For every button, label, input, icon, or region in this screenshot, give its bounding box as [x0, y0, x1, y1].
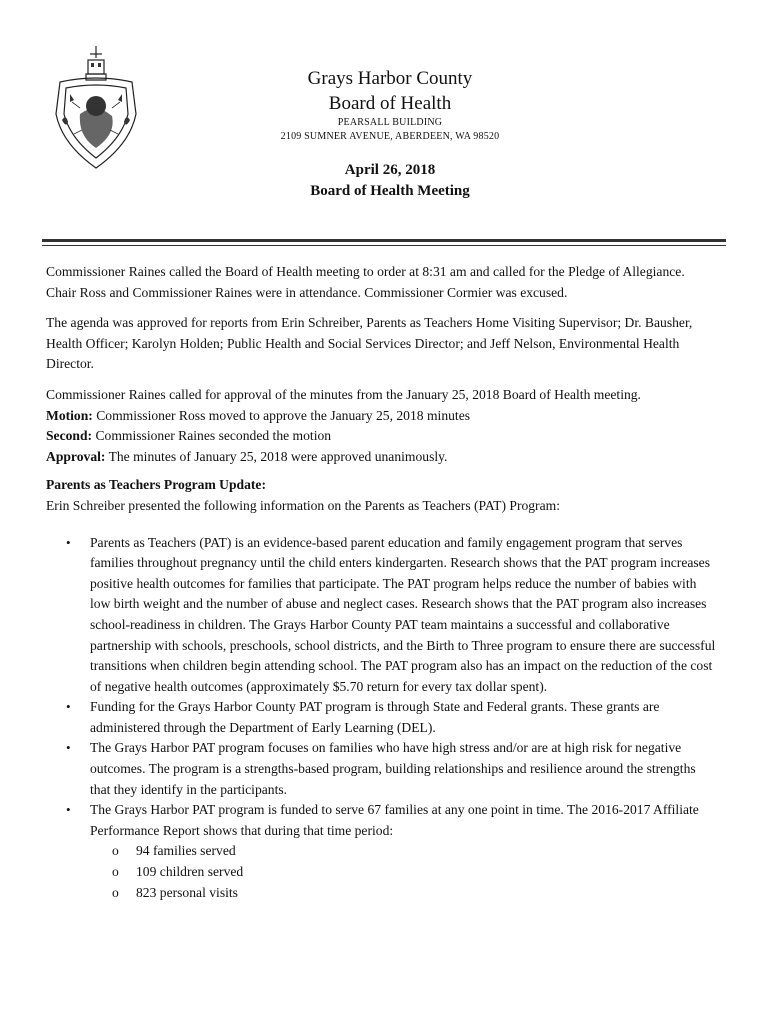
list-item [46, 800, 718, 903]
motion-text: Commissioner Ross moved to approve the January 25, 2018 minutes [92, 407, 471, 423]
header-divider-thin [42, 245, 726, 246]
motion-line [46, 406, 718, 427]
sub-list-item: o 109 children served [90, 862, 718, 883]
list-item-text: The Grays Harbor PAT program is funded to serve 67 families at any one point in time. The 2016-2017 Affiliate Performance Report shows that during that time period: [90, 802, 699, 838]
pat-bullet-list [46, 533, 718, 904]
org-name-line1: Grays Harbor County [307, 68, 473, 89]
meeting-date: April 26, 2018 [344, 162, 436, 178]
meeting-title: Board of Health Meeting [310, 183, 470, 199]
letterhead [230, 66, 550, 202]
approval-text: The minutes of January 25, 2018 were approved unanimously. [105, 448, 448, 464]
second-label: Second: [46, 428, 93, 444]
list-item: • The Grays Harbor PAT program focuses on families who have high stress and/or are at high risk for negative outcomes. The program is a strengths-based program, building relationships and resilience around the strengths that they identify in the participants. [46, 738, 718, 800]
county-seal-icon [50, 44, 142, 172]
call-to-order-paragraph: Commissioner Raines called the Board of Health meeting to order at 8:31 am and called for the Pledge of Allegiance. Chair Ross and Commissioner Raines were in attendance. Commissioner Cormier was excused. [46, 264, 685, 300]
address: 2109 SUMNER AVENUE, ABERDEEN, WA 98520 [280, 131, 500, 142]
minutes-body [46, 262, 718, 911]
section-heading: Parents as Teachers Program Update: [46, 477, 266, 493]
building-name: PEARSALL BUILDING [337, 117, 443, 128]
minutes-approval-block [46, 385, 718, 467]
approval-label: Approval: [46, 448, 106, 464]
pat-section [46, 475, 718, 903]
second-line [46, 426, 718, 447]
second-text: Commissioner Raines seconded the motion [92, 428, 332, 444]
header-divider-thick [42, 239, 726, 242]
section-intro: Erin Schreiber presented the following information on the Parents as Teachers (PAT) Program: [46, 497, 560, 513]
list-item: • Funding for the Grays Harbor County PAT program is through State and Federal grants. These grants are administered through the Department of Early Learning (DEL). [46, 697, 718, 738]
sub-list-item: o 94 families served [90, 841, 718, 862]
agenda-paragraph: The agenda was approved for reports from Erin Schreiber, Parents as Teachers Home Visiting Supervisor; Dr. Bausher, Health Officer; Karolyn Holden; Public Health and Social Services Director; and Jeff Nelson, Environmental Health Director. [46, 315, 693, 372]
performance-sub-list [90, 841, 718, 903]
approval-line [46, 447, 718, 468]
org-name-line2: Board of Health [328, 93, 452, 114]
approval-call-paragraph: Commissioner Raines called for approval of the minutes from the January 25, 2018 Board of Health meeting. [46, 386, 641, 402]
list-item: • Parents as Teachers (PAT) is an evidence-based parent education and family engagement program that serves families throughout pregnancy until the child enters kindergarten. Research shows that the PAT program increases positive health outcomes for families that participate. The PAT program helps reduce the number of babies with low birth weight and the number of abuse and neglect cases. Research shows that the PAT program also increases school-readiness in children. The Grays Harbor County PAT team maintains a successful and collaborative partnership with schools, preschools, school districts, and the Birth to Three program to ensure there are successful transitions when children begin attending school. The PAT program also has an impact on the reduction of the cost of negative health outcomes (approximately $5.70 return for every tax dollar spent). [46, 533, 718, 698]
sub-list-item: o 823 personal visits [90, 883, 718, 904]
motion-label: Motion: [46, 407, 93, 423]
